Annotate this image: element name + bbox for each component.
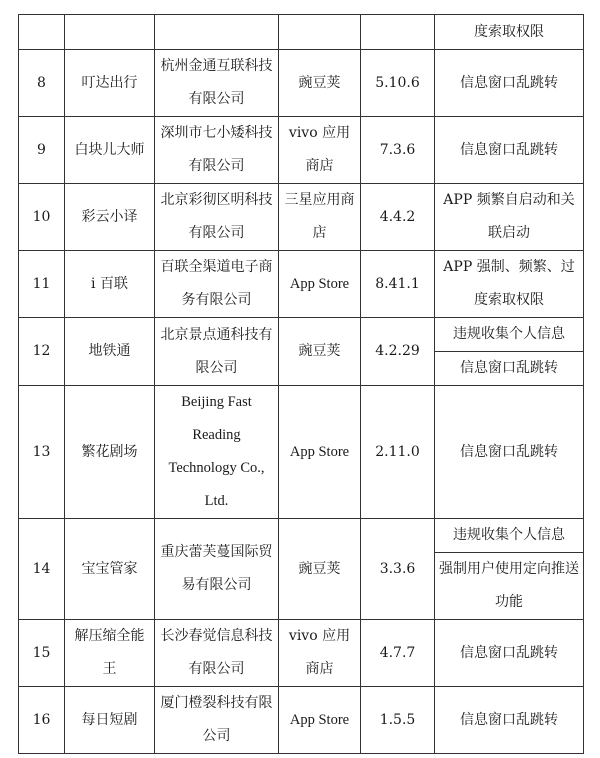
row-number: 9: [19, 117, 65, 184]
app-version: 4.7.7: [361, 620, 435, 687]
table-row: [19, 620, 584, 687]
app-version: [361, 15, 435, 50]
company-name: 深圳市七小矮科技有限公司: [155, 117, 279, 184]
app-version: 7.3.6: [361, 117, 435, 184]
app-name: i 百联: [65, 251, 155, 318]
company-name: 重庆蕾芙蔓国际贸易有限公司: [155, 519, 279, 620]
table-row: [19, 386, 584, 519]
row-number: 11: [19, 251, 65, 318]
app-version: 4.4.2: [361, 184, 435, 251]
app-version: 1.5.5: [361, 687, 435, 754]
app-version: 8.41.1: [361, 251, 435, 318]
issue-text: 违规收集个人信息: [435, 519, 584, 553]
issue-text: 违规收集个人信息: [435, 318, 584, 352]
table-row: [19, 50, 584, 117]
app-store: 三星应用商店: [279, 184, 361, 251]
table-row: [19, 184, 584, 251]
company-name: [155, 15, 279, 50]
issue-text: 信息窗口乱跳转: [435, 386, 584, 519]
app-name: 每日短剧: [65, 687, 155, 754]
company-name: 长沙春觉信息科技有限公司: [155, 620, 279, 687]
row-number: 15: [19, 620, 65, 687]
row-number: 16: [19, 687, 65, 754]
table-row: [19, 117, 584, 184]
issue-text: 信息窗口乱跳转: [435, 50, 584, 117]
table-row: [19, 318, 584, 352]
app-name: 繁花剧场: [65, 386, 155, 519]
app-version: 3.3.6: [361, 519, 435, 620]
app-name: 地铁通: [65, 318, 155, 386]
table-row: [19, 687, 584, 754]
row-number: 10: [19, 184, 65, 251]
app-store: 豌豆荚: [279, 519, 361, 620]
issue-text: 信息窗口乱跳转: [435, 687, 584, 754]
issue-text: 信息窗口乱跳转: [435, 620, 584, 687]
company-name: 北京景点通科技有限公司: [155, 318, 279, 386]
company-name: 厦门橙裂科技有限公司: [155, 687, 279, 754]
company-name: 杭州金通互联科技有限公司: [155, 50, 279, 117]
app-name: [65, 15, 155, 50]
app-store: 豌豆荚: [279, 318, 361, 386]
row-number: 12: [19, 318, 65, 386]
company-name: 北京彩彻区明科技有限公司: [155, 184, 279, 251]
issue-text: APP 频繁自启动和关联启动: [435, 184, 584, 251]
issue-text: 强制用户使用定向推送功能: [435, 553, 584, 620]
issue-text: 度索取权限: [435, 15, 584, 50]
company-name: Beijing Fast Reading Technology Co., Ltd.: [155, 386, 279, 519]
row-number: 8: [19, 50, 65, 117]
issue-text: 信息窗口乱跳转: [435, 352, 584, 386]
table-row: [19, 519, 584, 553]
app-name: 宝宝管家: [65, 519, 155, 620]
app-store: vivo 应用商店: [279, 620, 361, 687]
company-name: 百联全渠道电子商务有限公司: [155, 251, 279, 318]
app-store: 豌豆荚: [279, 50, 361, 117]
row-number: 14: [19, 519, 65, 620]
app-store: App Store: [279, 251, 361, 318]
issue-text: 信息窗口乱跳转: [435, 117, 584, 184]
app-version: 5.10.6: [361, 50, 435, 117]
app-store: App Store: [279, 386, 361, 519]
table-row: [19, 251, 584, 318]
app-violation-table: [18, 14, 584, 754]
app-name: 解压缩全能王: [65, 620, 155, 687]
issue-text: APP 强制、频繁、过度索取权限: [435, 251, 584, 318]
app-store: vivo 应用商店: [279, 117, 361, 184]
table-row: [19, 15, 584, 50]
app-store: App Store: [279, 687, 361, 754]
app-version: 4.2.29: [361, 318, 435, 386]
app-version: 2.11.0: [361, 386, 435, 519]
app-store: [279, 15, 361, 50]
app-name: 白块儿大师: [65, 117, 155, 184]
app-name: 彩云小译: [65, 184, 155, 251]
app-name: 叮达出行: [65, 50, 155, 117]
row-number: [19, 15, 65, 50]
row-number: 13: [19, 386, 65, 519]
